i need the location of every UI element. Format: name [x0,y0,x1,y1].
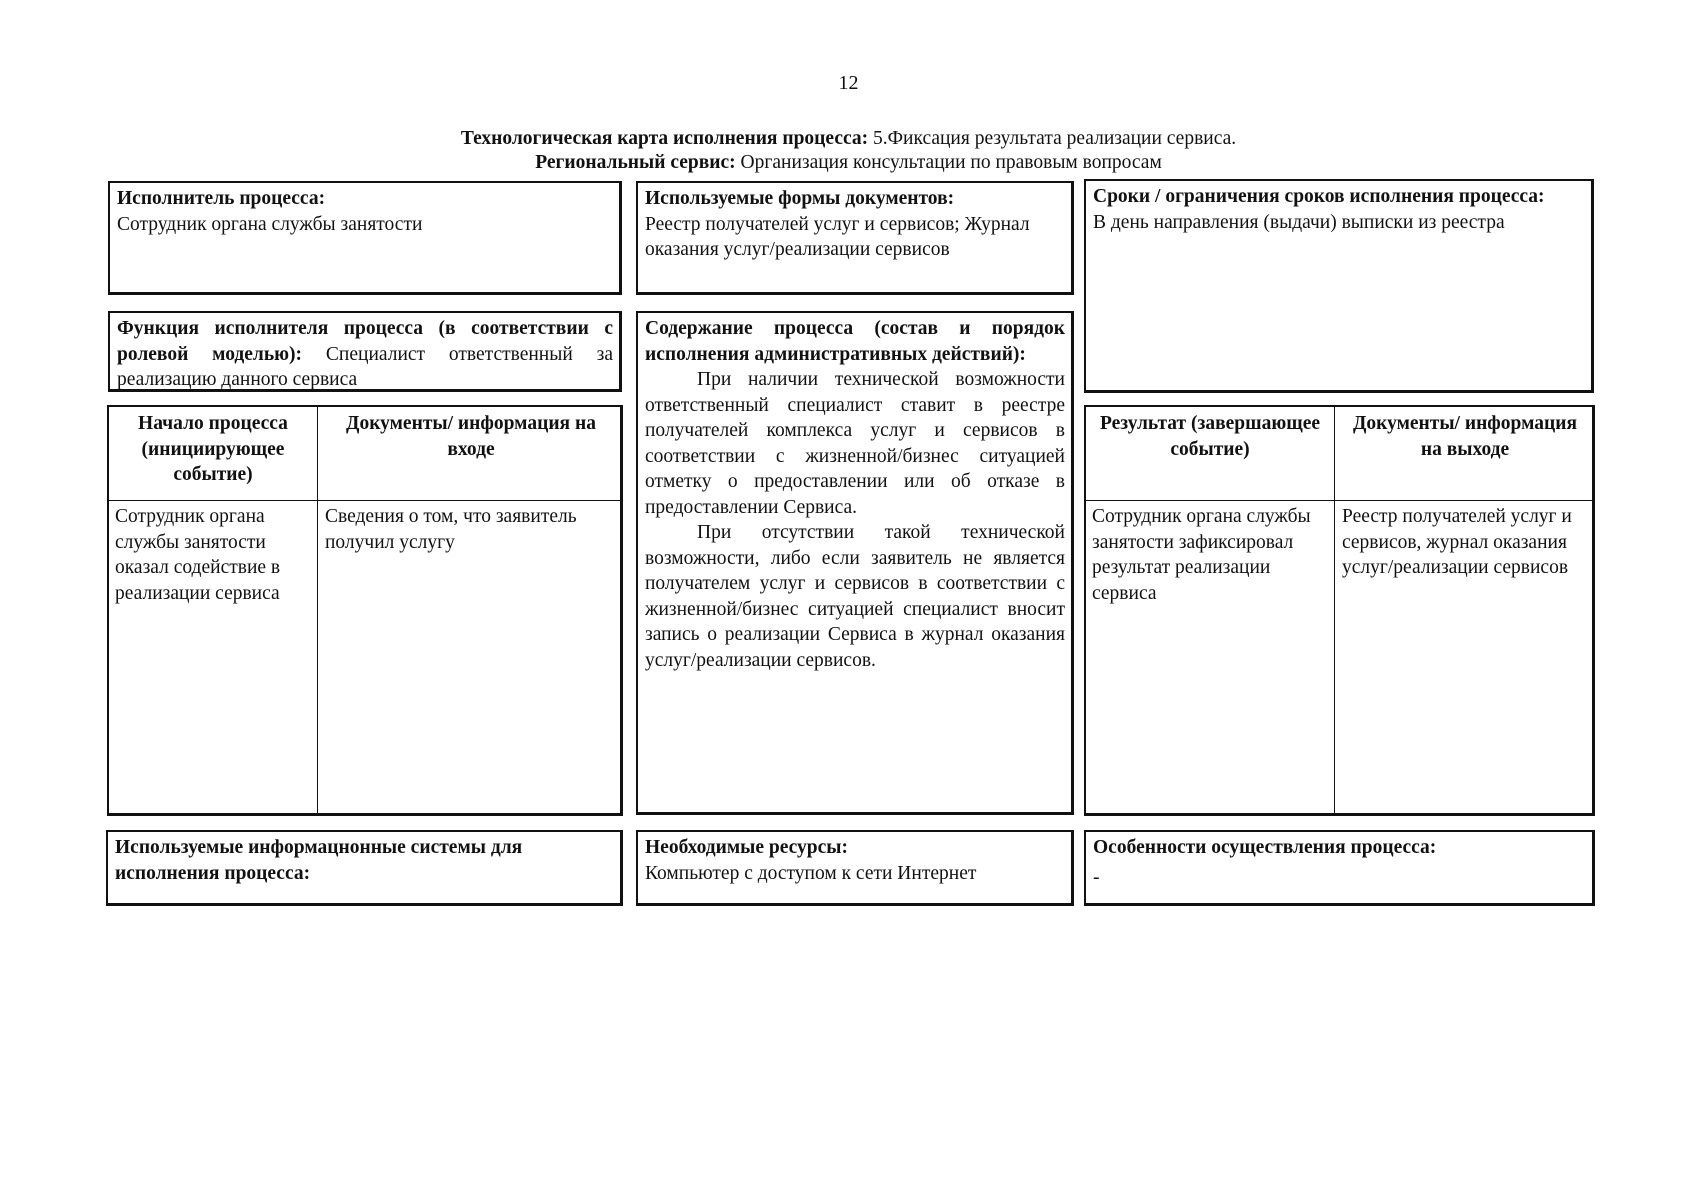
deadlines-label: Сроки / ограничения сроков исполнения процесса: [1093,186,1545,207]
result-table-header-divider [1086,500,1592,501]
title-line-2 [0,151,1697,175]
page-number: 12 [838,72,859,94]
resources-label: Необходимые ресурсы: [645,837,849,858]
features-box [1084,830,1595,906]
process-content-box [636,311,1074,815]
process-content-paragraph-1: При наличии технической возможности ответственный специалист ставит в реестре получателей комплекса услуг и сервисов в соответствии с жизненной/бизнес ситуацией отметку о предоставлении или об отказе в предоставлении Сервиса. [645,369,1065,518]
result-table [1084,405,1595,816]
title-label: Технологическая карта исполнения процесса: [460,128,869,149]
service-name: Организация консультации по правовым вопросам [735,152,1162,173]
start-table-header-divider [109,500,620,501]
document-forms-label: Используемые формы документов: [645,188,955,209]
info-systems-box [106,830,623,906]
result-event-value: Сотрудник органа службы занятости зафиксировал результат реализации сервиса [1092,506,1311,604]
executor-value: Сотрудник органа службы занятости [117,213,423,235]
title-line-1 [0,127,1697,151]
start-table [107,405,623,816]
service-label: Региональный сервис: [535,152,736,173]
info-systems-label: Используемые информацнонные системы для исполнения процесса: [115,837,523,884]
executor-box [108,181,622,295]
output-docs-value: Реестр получателей услуг и сервисов, журнал оказания услуг/реализации сервисов [1342,506,1572,578]
executor-label: Исполнитель процесса: [117,188,326,209]
output-docs-header: Документы/ информация на выходе [1352,413,1578,460]
result-table-divider [1334,407,1335,813]
features-value: - [1093,866,1100,888]
process-content-paragraph-2: При отсутствии такой технической возможности, либо если заявитель не является получателем услуг и сервисов в соответствии с жизненной/бизнес ситуацией специалист вносит запись о реализации Сервиса в журнал оказания услуг/реализации сервисов. [645,522,1065,671]
start-event-header: Начало процесса (инициирующее событие) [138,413,288,485]
input-docs-value: Сведения о том, что заявитель получил услугу [325,506,577,553]
executor-function-value: Специалист ответственный за реализацию данного сервиса [117,343,613,390]
executor-function-label: Функция исполнителя процесса (в соответствии с ролевой моделью): [117,318,613,365]
resources-value: Компьютер с доступом к сети Интернет [645,862,977,884]
start-event-value: Сотрудник органа службы занятости оказал содействие в реализации сервиса [115,506,281,604]
features-label: Особенности осуществления процесса: [1093,837,1437,858]
start-table-divider [317,407,318,813]
input-docs-header: Документы/ информация на входе [346,413,596,460]
document-forms-box [636,181,1074,295]
process-content-label: Содержание процесса (состав и порядок исполнения административных действий): [645,318,1065,365]
deadlines-value: В день направления (выдачи) выписки из реестра [1093,211,1505,233]
result-event-header: Результат (завершающее событие) [1099,413,1321,460]
deadlines-box [1084,179,1594,393]
executor-function-box [108,311,622,392]
document-forms-value: Реестр получателей услуг и сервисов; Журнал оказания услуг/реализации сервисов [645,213,1030,260]
process-title: 5.Фиксация результата реализации сервиса. [868,128,1237,149]
resources-box [636,830,1074,906]
